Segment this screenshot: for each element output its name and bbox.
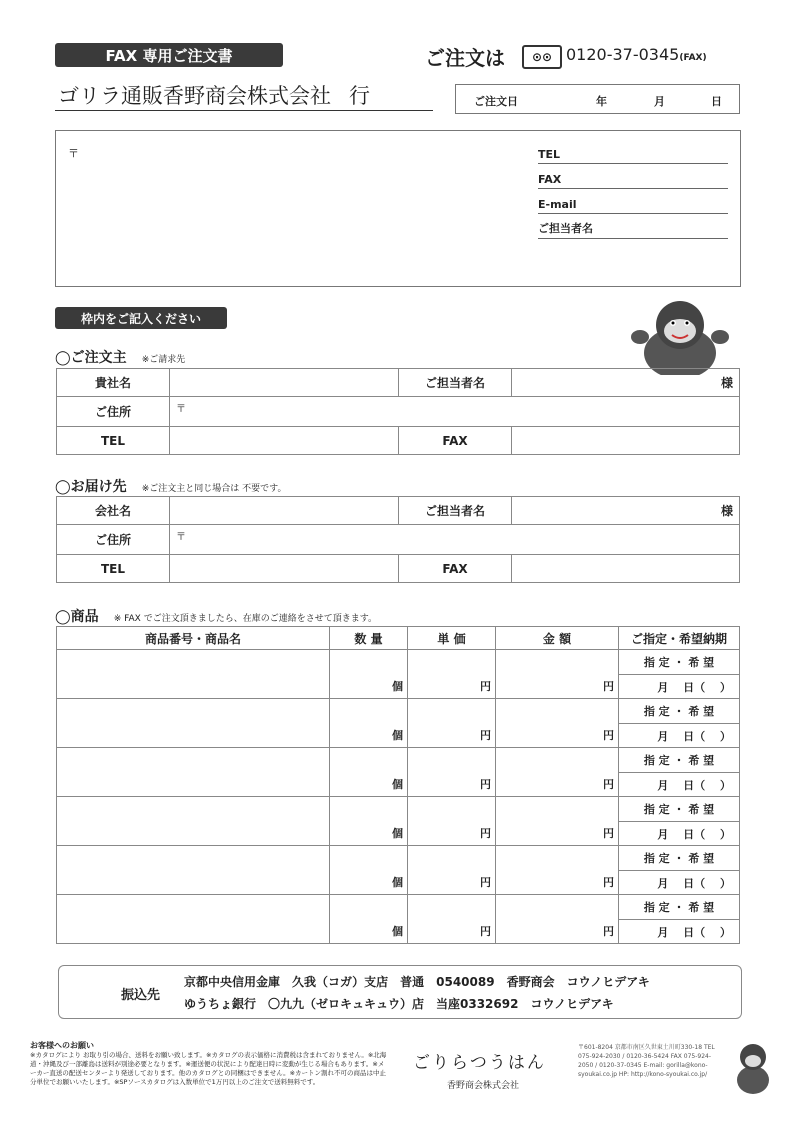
- unit-price-cell[interactable]: 円: [408, 748, 496, 797]
- delivery-tel-label: TEL: [57, 555, 170, 583]
- order-date-box[interactable]: [455, 84, 740, 114]
- orderer-address-input[interactable]: 〒: [170, 397, 740, 427]
- unit-price-cell[interactable]: 円: [408, 650, 496, 699]
- recipient-underline: [55, 110, 433, 111]
- delivery-date-cell[interactable]: 月 日（ ）: [619, 675, 740, 699]
- quantity-cell[interactable]: 個: [330, 797, 408, 846]
- col-quantity: 数 量: [330, 627, 408, 650]
- sender-tel: TEL: [538, 139, 728, 164]
- recipient-company: ゴリラ通販香野商会株式会社 行: [58, 84, 370, 108]
- unit-price-cell[interactable]: 円: [408, 797, 496, 846]
- product-name-cell[interactable]: [57, 797, 330, 846]
- quantity-cell[interactable]: 個: [330, 748, 408, 797]
- fax-order-badge: FAX 専用ご注文書: [55, 43, 283, 67]
- unit-price-cell[interactable]: 円: [408, 895, 496, 944]
- delivery-date-cell[interactable]: 月 日（ ）: [619, 871, 740, 895]
- col-product-name: 商品番号・商品名: [57, 627, 330, 650]
- delivery-company-input[interactable]: [170, 497, 399, 525]
- designate-label: 指 定 ・ 希 望: [619, 895, 740, 920]
- orderer-heading: ◯ご注文主 ※ご請求先: [55, 350, 186, 366]
- delivery-company-label: 会社名: [57, 497, 170, 525]
- delivery-heading: ◯お届け先 ※ご注文主と同じ場合は 不要です。: [55, 479, 287, 495]
- sender-fax: FAX: [538, 164, 728, 189]
- delivery-fax-input[interactable]: [512, 555, 740, 583]
- product-row: [57, 748, 740, 773]
- product-row: [57, 797, 740, 822]
- quantity-cell[interactable]: 個: [330, 846, 408, 895]
- col-unit-price: 単 価: [408, 627, 496, 650]
- sender-email: E-mail: [538, 189, 728, 214]
- orderer-company-label: 貴社名: [57, 369, 170, 397]
- quantity-cell[interactable]: 個: [330, 650, 408, 699]
- orderer-table: [56, 368, 740, 455]
- products-table: [56, 626, 740, 944]
- orderer-company-input[interactable]: [170, 369, 399, 397]
- notice-text: ※カタログにより お取り引の場合、送料をお願い致します。※カタログの表示価格に消費税は含まれておりません。※北海道・沖縄及び一部離島は送料が別途必要となります。※運送便の状況により配達日時に変動が生じる場合もあります。※メーカー直送の配送センターより発送しております。他のカタログとの同梱はできません。※カートン割れ不可の商品は中止分単位でお願いいたします。※SPソースカタログは入数単位で1万円以上のご注文で送料無料です。: [30, 1051, 387, 1086]
- amount-cell[interactable]: 円: [496, 699, 619, 748]
- amount-cell[interactable]: 円: [496, 797, 619, 846]
- delivery-table: [56, 496, 740, 583]
- amount-cell[interactable]: 円: [496, 846, 619, 895]
- month-label: 月: [654, 95, 665, 108]
- delivery-fax-label: FAX: [399, 555, 512, 583]
- sender-contact-lines: [538, 139, 728, 239]
- delivery-date-cell[interactable]: 月 日（ ）: [619, 724, 740, 748]
- day-label: 日: [711, 95, 722, 108]
- sender-info-box[interactable]: [55, 130, 741, 287]
- postal-mark: 〒: [68, 147, 79, 160]
- fax-number: 0120-37-0345(FAX): [566, 45, 707, 64]
- order-date-label: ご注文日: [474, 95, 518, 108]
- order-label: ご注文は: [425, 46, 505, 70]
- delivery-person-label: ご担当者名: [399, 497, 512, 525]
- company-address: 〒601-8204 京都市南区久世東土川町330-18 TEL 075-924-2030 / 0120-36-5424 FAX 075-924-2050 / 0120-37-0345 E-mail: gorilla@kono-syoukai.co.jp HP: http://kono-syoukai.co.jp/: [578, 1044, 715, 1078]
- unit-price-cell[interactable]: 円: [408, 846, 496, 895]
- delivery-date-cell[interactable]: 月 日（ ）: [619, 822, 740, 846]
- designate-label: 指 定 ・ 希 望: [619, 797, 740, 822]
- product-row: [57, 846, 740, 871]
- bank-line-2: ゆうちょ銀行 〇九九（ゼロキュキュウ）店 当座0332692 コウノヒデアキ: [184, 997, 614, 1011]
- quantity-cell[interactable]: 個: [330, 699, 408, 748]
- unit-price-cell[interactable]: 円: [408, 699, 496, 748]
- free-dial-icon: ⊙⊙: [522, 45, 562, 69]
- designate-label: 指 定 ・ 希 望: [619, 650, 740, 675]
- col-amount: 金 額: [496, 627, 619, 650]
- col-delivery-date: ご指定・希望納期: [619, 627, 740, 650]
- product-row: [57, 650, 740, 675]
- designate-label: 指 定 ・ 希 望: [619, 748, 740, 773]
- product-name-cell[interactable]: [57, 895, 330, 944]
- delivery-address-input[interactable]: 〒: [170, 525, 740, 555]
- amount-cell[interactable]: 円: [496, 650, 619, 699]
- product-name-cell[interactable]: [57, 846, 330, 895]
- amount-cell[interactable]: 円: [496, 748, 619, 797]
- customer-notice: [30, 1040, 390, 1087]
- orderer-tel-label: TEL: [57, 427, 170, 455]
- orderer-tel-input[interactable]: [170, 427, 399, 455]
- delivery-address-label: ご住所: [57, 525, 170, 555]
- product-name-cell[interactable]: [57, 699, 330, 748]
- delivery-date-cell[interactable]: 月 日（ ）: [619, 920, 740, 944]
- product-row: [57, 699, 740, 724]
- orderer-fax-input[interactable]: [512, 427, 740, 455]
- product-name-cell[interactable]: [57, 748, 330, 797]
- product-row: [57, 895, 740, 920]
- products-heading: ◯商品 ※ FAX でご注文頂きましたら、在庫のご連絡をさせて頂きます。: [55, 609, 377, 625]
- notice-title: お客様へのお願い: [30, 1041, 94, 1050]
- bank-transfer-box: [58, 965, 742, 1019]
- brand-name: ごりらつうはん: [413, 1053, 546, 1073]
- year-label: 年: [596, 95, 607, 108]
- designate-label: 指 定 ・ 希 望: [619, 846, 740, 871]
- gorilla-mascot-image: [620, 295, 740, 375]
- product-name-cell[interactable]: [57, 650, 330, 699]
- delivery-date-cell[interactable]: 月 日（ ）: [619, 773, 740, 797]
- orderer-fax-label: FAX: [399, 427, 512, 455]
- sender-person: ご担当者名: [538, 214, 728, 239]
- bank-label: 振込先: [121, 988, 161, 1003]
- designate-label: 指 定 ・ 希 望: [619, 699, 740, 724]
- instruction-badge: 枠内をご記入ください: [55, 307, 227, 329]
- delivery-tel-input[interactable]: [170, 555, 399, 583]
- orderer-person-label: ご担当者名: [399, 369, 512, 397]
- bank-line-1: 京都中央信用金庫 久我（コガ）支店 普通 0540089 香野商会 コウノヒデアキ: [184, 975, 650, 989]
- orderer-person-input[interactable]: 様: [512, 369, 740, 397]
- orderer-address-label: ご住所: [57, 397, 170, 427]
- delivery-person-input[interactable]: 様: [512, 497, 740, 525]
- gorilla-footer-icon: [733, 1040, 773, 1095]
- brand-subtitle: 香野商会株式会社: [447, 1081, 520, 1091]
- quantity-cell[interactable]: 個: [330, 895, 408, 944]
- amount-cell[interactable]: 円: [496, 895, 619, 944]
